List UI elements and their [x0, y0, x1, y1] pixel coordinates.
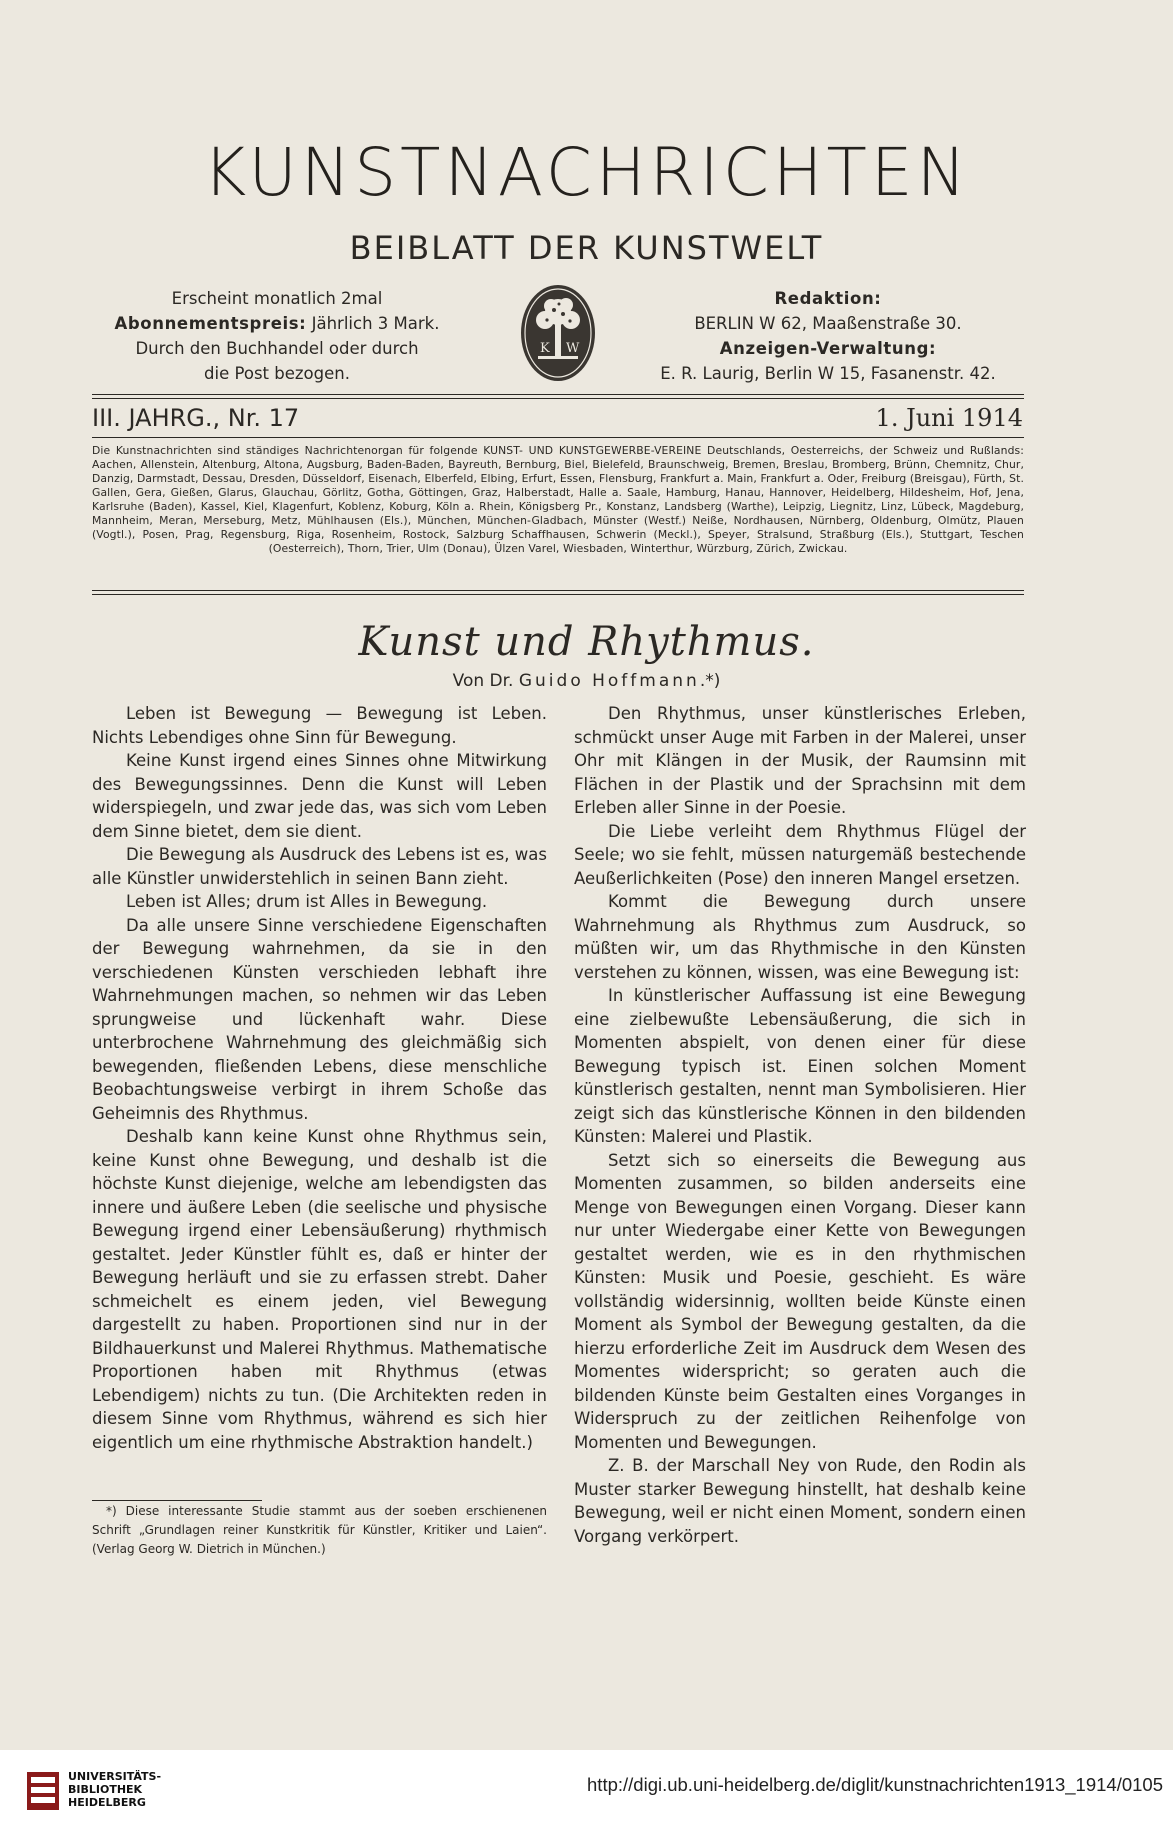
article-title: Kunst und Rhythmus. — [358, 619, 815, 665]
masthead-subtitle: BEIBLATT DER KUNSTWELT — [349, 229, 824, 267]
paragraph: In künstlerischer Auffassung ist eine Bewegung eine zielbewußte Lebensäußerung, die sich in Momenten abspielt, von denen einer für diese Bewegung typisch ist. Einen solchen Moment künstlerisch gestalten, nennt man Symbolisieren. Hier zeigt sich das künstlerische Können in den bildenden Künsten: Malerei und Plastik. — [574, 986, 1026, 1146]
subscription-price-label: Abonnementspreis: — [114, 314, 307, 333]
article-column-right — [574, 702, 1026, 1548]
byline-prefix: Von Dr. — [452, 671, 519, 691]
paragraph: Da alle unsere Sinne verschiedene Eigenschaften der Bewegung wahrnehmen, da sie in den verschiedenen Künsten verschieden lebhaft ihre Wahrnehmungen machen, so nehmen wir das Leben sprungweise und lückenhaft wahr. Diese unterbrochene Wahrnehmung des gleichmäßig sich bewegenden, fließenden Lebens, diese menschliche Beobachtungsweise verbirgt in ihrem Schoße das Geheimnis des Rhythmus. — [92, 915, 547, 1123]
advertising-heading: Anzeigen-Verwaltung: — [719, 339, 937, 358]
paragraph: Keine Kunst irgend eines Sinnes ohne Mitwirkung des Bewegungssinnes. Denn die Kunst will Leben widerspiegeln, und zwar jede das, was sich vom Leben dem Sinne bietet, dem sie dient. — [92, 751, 547, 841]
kw-emblem-logo — [518, 282, 598, 384]
editorial-heading: Redaktion: — [774, 289, 882, 308]
subscription-price — [92, 311, 462, 336]
library-name-line2: BIBLIOTHEK — [68, 1783, 143, 1796]
subscription-info — [92, 286, 462, 386]
issue-number: III. JAHRG., Nr. 17 — [92, 404, 300, 432]
paragraph: Z. B. der Marschall Ney von Rude, den Rodin als Muster starker Bewegung hinstellt, hat deshalb keine Bewegung, weil er nicht einen Moment, sondern einen Vorgang verkörpert. — [574, 1456, 1026, 1546]
university-library-logo-icon — [25, 1768, 61, 1814]
header-rule-bottom-2 — [92, 594, 1024, 595]
distribution-line: Durch den Buchhandel oder durch — [135, 339, 419, 358]
paragraph: Leben ist Bewegung — Bewegung ist Leben. Nichts Lebendiges ohne Sinn für Bewegung. — [92, 704, 547, 747]
byline-suffix: .*) — [699, 671, 721, 691]
article-column-left — [92, 702, 547, 1454]
library-name-line3: HEIDELBERG — [68, 1796, 146, 1809]
editorial-address: BERLIN W 62, Maaßenstraße 30. — [694, 314, 962, 333]
subscription-price-value: Jährlich 3 Mark. — [306, 314, 440, 333]
byline-author: Guido Hoffmann — [518, 671, 700, 691]
header-rule-top-2 — [92, 398, 1024, 399]
footnote-text: *) Diese interessante Studie stammt aus der soeben erschienenen Schrift „Grundlagen reiner Kunstkritik für Künstler, Kritiker und Laien“. (Verlag Georg W. Dietrich in München.) — [92, 1504, 547, 1556]
paragraph: Den Rhythmus, unser künstlerisches Erleben, schmückt unser Auge mit Farben in der Malerei, unser Ohr mit Klängen in der Musik, der Raumsinn mit Flächen in der Plastik und der Sprachsinn mit dem Erleben aller Sinne in der Poesie. — [574, 704, 1026, 817]
logo-letter-w: W — [566, 341, 580, 356]
masthead-title: KUNSTNACHRICHTEN — [203, 134, 970, 211]
issue-date: 1. Juni 1914 — [875, 404, 1023, 432]
editorial-info — [648, 286, 1008, 386]
publication-frequency: Erscheint monatlich 2mal — [171, 289, 383, 308]
footnote — [92, 1502, 547, 1559]
footnote-rule — [92, 1500, 262, 1501]
paragraph: Deshalb kann keine Kunst ohne Rhythmus sein, keine Kunst ohne Bewegung, und deshalb ist die höchste Kunst diejenige, welche am lebendigsten das innere und äußere Leben (die seelische und physische Bewegung irgend einer Lebensäußerung) rhythmisch gestaltet. Jeder Künstler fühlt es, daß er hinter der Bewegung herläuft und sie zu erfassen strebt. Daher schmeichelt es einem jeden, viel Bewegung dargestellt zu haben. Proportionen sind nur in der Bildhauerkunst und Malerei Rhythmus. Mathematische Proportionen haben mit Rhythmus (etwas Lebendigem) nichts zu tun. (Die Architekten reden in diesem Sinne vom Rhythmus, während es sich hier eigentlich um eine rhythmische Abstraktion handelt.) — [92, 1127, 547, 1452]
header-rule-bottom — [92, 590, 1024, 591]
distribution-line-2: die Post bezogen. — [204, 364, 350, 383]
logo-letter-k: K — [540, 341, 550, 356]
library-name-line1: UNIVERSITÄTS- — [68, 1770, 162, 1783]
library-name — [68, 1770, 161, 1809]
header-rule-top — [92, 394, 1024, 395]
source-url-link[interactable]: http://digi.ub.uni-heidelberg.de/diglit/kunstnachrichten1913_1914/0105 — [587, 1774, 1163, 1795]
advertising-address: E. R. Laurig, Berlin W 15, Fasanenstr. 42. — [660, 364, 996, 383]
paragraph: Kommt die Bewegung durch unsere Wahrnehmung als Rhythmus zum Ausdruck, so müßten wir, um das Rhythmische in den Künsten verstehen zu können, wissen, was eine Bewegung ist: — [574, 892, 1026, 982]
member-associations-list: Die Kunstnachrichten sind ständiges Nachrichtenorgan für folgende KUNST- UND KUNSTGEWERBE-VEREINE Deutschlands, Oesterreichs, der Schweiz und Rußlands: Aachen, Allenstein, Altenburg, Altona, Augsburg, Baden-Baden, Bayreuth, Bernburg, Biel, Bielefeld, Braunschweig, Bremen, Breslau, Bromberg, Brünn, Chemnitz, Chur, Danzig, Darmstadt, Dessau, Dresden, Düsseldorf, Eisenach, Elberfeld, Elbing, Erfurt, Essen, Flensburg, Frankfurt a. Main, Frankfurt a. Oder, Freiburg (Breisgau), Fürth, St. Gallen, Gera, Gießen, Glarus, Glauchau, Görlitz, Gotha, Göttingen, Graz, Halberstadt, Halle a. Saale, Hamburg, Hanau, Hannover, Heidelberg, Hildesheim, Hof, Jena, Karlsruhe (Baden), Kassel, Kiel, Klagenfurt, Koblenz, Koburg, Köln a. Rhein, Königsberg Pr., Konstanz, Landsberg (Warthe), Leipzig, Liegnitz, Linz, Lübeck, Magdeburg, Mannheim, Meran, Merseburg, Metz, Mühlhausen (Els.), München, München-Gladbach, Münster (Westf.) Neiße, Nordhausen, Nürnberg, Oldenburg, Olmütz, Plauen (Vogtl.), Posen, Prag, Regensburg, Riga, Rosenheim, Rostock, Salzburg Schaffhausen, Schwerin (Meckl.), Speyer, Stralsund, Straßburg (Els.), Stuttgart, Teschen (Oesterreich), Thorn, Trier, Ulm (Donau), Ülzen Varel, Wiesbaden, Winterthur, Würzburg, Zürich, Zwickau. — [92, 444, 1024, 555]
header-rule-middle — [92, 437, 1024, 438]
paragraph: Die Liebe verleiht dem Rhythmus Flügel der Seele; wo sie fehlt, müssen naturgemäß bestechende Aeußerlichkeiten (Pose) den inneren Mangel ersetzen. — [574, 821, 1026, 888]
paragraph: Leben ist Alles; drum ist Alles in Bewegung. — [126, 892, 488, 911]
paragraph: Die Bewegung als Ausdruck des Lebens ist es, was alle Künstler unwiderstehlich in seinen Bann zieht. — [92, 845, 547, 888]
paragraph: Setzt sich so einerseits die Bewegung aus Momenten zusammen, so bilden anderseits eine Menge von Bewegungen einen Vorgang. Dieser kann nur unter Wiedergabe einer Kette von Bewegungen gestaltet werden, wie es in den rhythmischen Künsten: Musik und Poesie, geschieht. Es wäre vollständig widersinnig, wollten beide Künste einen Moment als Symbol der Bewegung gestalten, da die hierzu erforderliche Zeit im Ausdruck dem Wesen des Momentes widerspricht; so geraten auch die bildenden Künste beim Gestalten eines Vorganges in Widerspruch zu der zeitlichen Reihenfolge von Momenten und Bewegungen. — [574, 1150, 1026, 1452]
article-byline — [0, 670, 1173, 692]
